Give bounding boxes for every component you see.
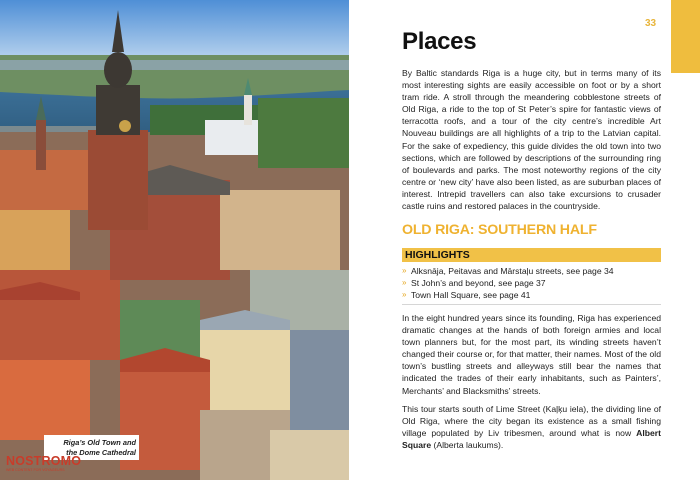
body-paragraph-1: In the eight hundred years since its founding, Riga has experienced dramatic changes at the hands of both foreign armies and local town planners but, for the most part, its winding streets haven’t changed their course or, for that matter, their names. Most of the old town’s bustling streets and alleyways still bear the names that indicated the trades of their early inhabitants, such as Painters’, Merchants’ and Blacksmiths’ streets. [402, 313, 661, 396]
highlight-text: Alksnāja, Peitavas and Mārstaļu streets, see page 34 [411, 266, 614, 276]
intro-paragraph: By Baltic standards Riga is a huge city, but in terms many of its most interesting sights are easily accessible on foot or by a short tram ride. A stroll through the meandering cobblestone streets of Old Riga, a ride to the top of St Peter’s spire for fantastic views of terracotta roofs, and a tour of the city centre’s incredible Art Nouveau buildings are all highlights of a trip to the Latvian capital. For the sake of expediency, this guide divides the old town into two sections, which are followed by descriptions of the surrounding ring of boulevards and parks. The most noteworthy regions of the city centre or ‘new city’ have also been listed, as are suburban places of interest. Intrepid travellers can also take excursions to crusader castle ruins and restored palaces in the countryside. [402, 68, 661, 212]
logo-name: NOSTROMO [6, 454, 82, 468]
divider [402, 304, 661, 305]
watermark-logo [6, 446, 82, 472]
highlights-bar [402, 248, 661, 262]
caption-line-1: Riga’s Old Town and [63, 438, 136, 447]
logo-tagline: WEB CONTENT FOR VOYAGEURS [6, 468, 65, 472]
highlight-item [402, 265, 661, 277]
caption-line-2: the Dome Cathedral [66, 448, 136, 457]
paragraph-2-lead: This tour starts south of Lime Street (Kaļķu iela), the dividing line of Old Riga, where the city began its existence as a small fishing village populated by Liv tribesmen, around what is now [402, 404, 661, 439]
corner-tab [671, 0, 700, 73]
highlights-list [402, 265, 661, 301]
photo-riga-old-town [0, 0, 349, 480]
albert-square-bold: Albert Square [402, 428, 661, 451]
highlight-item [402, 289, 661, 301]
body-paragraph-2 [402, 403, 661, 451]
paragraph-2-tail: (Alberta laukums). [431, 440, 504, 451]
highlight-text: St John’s and beyond, see page 37 [411, 278, 546, 288]
highlight-item [402, 277, 661, 289]
chevron-right-icon: » [402, 278, 407, 287]
page-title: Places [402, 28, 477, 55]
chevron-right-icon: » [402, 290, 407, 299]
chevron-right-icon: » [402, 266, 407, 275]
aerial-photo [0, 0, 349, 480]
highlights-label: HIGHLIGHTS [405, 249, 470, 261]
section-heading: OLD RIGA: SOUTHERN HALF [402, 222, 597, 238]
highlight-text: Town Hall Square, see page 41 [411, 290, 531, 300]
page-number: 33 [645, 18, 657, 29]
text-page [349, 0, 700, 480]
